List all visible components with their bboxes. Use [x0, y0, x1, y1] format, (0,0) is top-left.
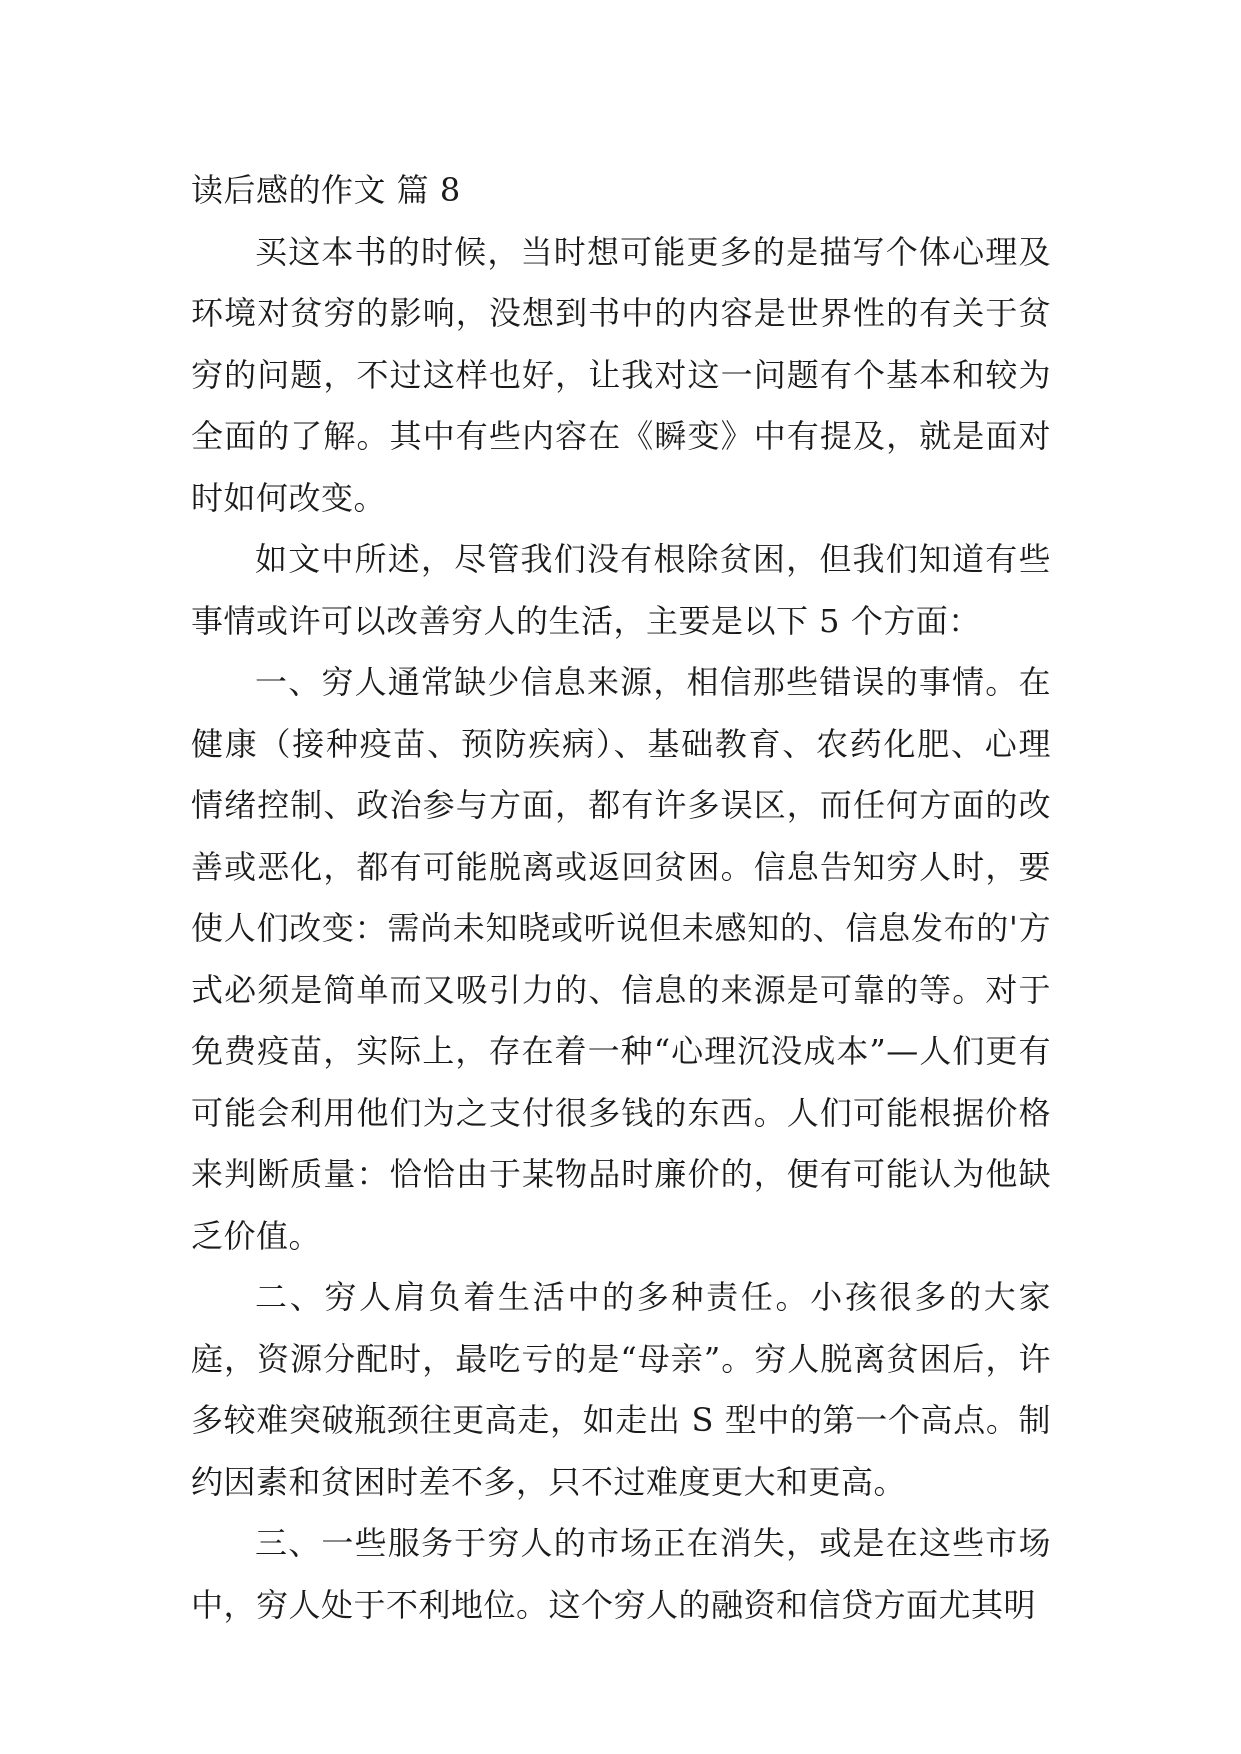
paragraph-3: 一、穷人通常缺少信息来源，相信那些错误的事情。在健康（接种疫苗、预防疾病）、基础教育、农药化肥、心理情绪控制、政治参与方面，都有许多误区，而任何方面的改善或恶化，都有可能脱离或返回贫困。信息告知穷人时，要使人们改变：需尚未知晓或听说但未感知的、信息发布的'方式必须是简单而又吸引力的、信息的来源是可靠的等。对于免费疫苗，实际上，存在着一种“心理沉没成本”—人们更有可能会利用他们为之支付很多钱的东西。人们可能根据价格来判断质量：恰恰由于某物品时廉价的，便有可能认为他缺乏价值。	[191, 663, 1051, 1255]
document-title: 读后感的作文 篇 8	[191, 171, 461, 209]
paragraph-1: 买这本书的时候，当时想可能更多的是描写个体心理及环境对贫穷的影响，没想到书中的内容是世界性的有关于贫穷的问题，不过这样也好，让我对这一问题有个基本和较为全面的了解。其中有些内容在《瞬变》中有提及，就是面对时如何改变。	[191, 232, 1051, 517]
paragraph-4: 二、穷人肩负着生活中的多种责任。小孩很多的大家庭，资源分配时，最吃亏的是“母亲”。穷人脱离贫困后，许多较难突破瓶颈往更高走，如走出 S 型中的第一个高点。制约因素和贫困时差不多，只不过难度更大和更高。	[191, 1278, 1051, 1501]
paragraph-2: 如文中所述，尽管我们没有根除贫困，但我们知道有些事情或许可以改善穷人的生活，主要是以下 5 个方面：	[191, 540, 1051, 640]
paragraph-5: 三、一些服务于穷人的市场正在消失，或是在这些市场中，穷人处于不利地位。这个穷人的融资和信贷方面尤其明	[191, 1524, 1051, 1624]
document-body	[191, 160, 1051, 1636]
